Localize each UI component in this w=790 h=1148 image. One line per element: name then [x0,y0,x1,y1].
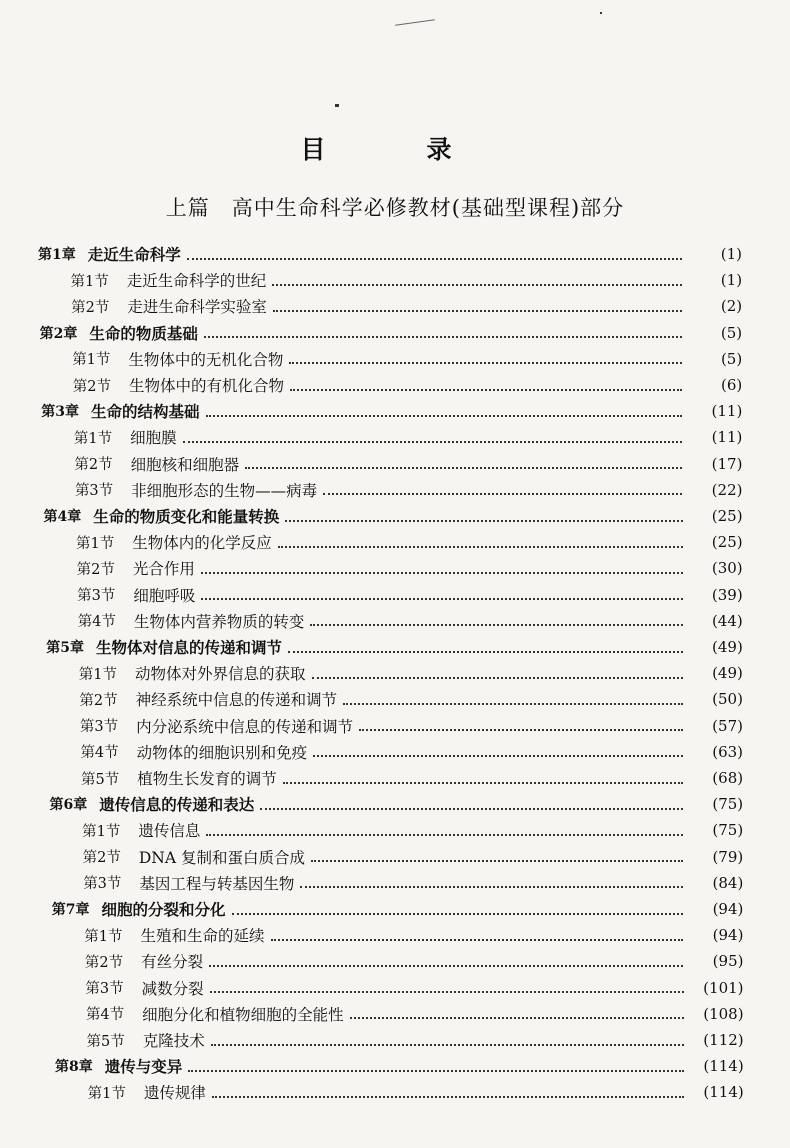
toc-entry-title: 遗传信息 [138,822,201,841]
toc-entry-title: 内分泌系统中信息的传递和调节 [136,717,354,736]
dot-leader [300,885,683,888]
toc-page-number: (39) [711,585,743,604]
toc-section-row [84,923,743,947]
toc-section-row [83,845,744,869]
toc-entry-number: 第2节 [79,692,118,709]
toc-chapter-row [46,635,743,659]
toc-chapter-row [41,399,742,423]
toc-section-row [75,478,743,502]
dot-leader [272,283,682,286]
toc-entry-title: 细胞的分裂和分化 [101,900,226,919]
toc-entry-title: 生命的物质基础 [89,323,198,343]
toc-chapter-row [55,1054,744,1078]
toc-entry-number: 第2节 [74,457,113,474]
toc-page-number: (94) [712,900,744,918]
toc-entry-number: 第4章 [43,509,82,525]
dot-leader [204,335,682,338]
toc-page-number: (84) [712,873,744,892]
dot-leader [183,440,683,443]
toc-chapter-row [38,242,742,266]
toc-page-number: (49) [712,638,743,656]
toc-page-number: (5) [720,349,743,368]
toc-entry-title: 走进生命科学实验室 [127,298,267,317]
dot-leader [273,309,682,312]
ink-speck [335,104,339,107]
dot-leader [323,492,682,495]
toc-section-row [83,871,743,895]
toc-section-row [79,661,743,685]
toc-section-row [78,609,743,633]
toc-page-number: (25) [711,507,743,525]
dot-leader [290,388,682,391]
dot-leader [350,1016,684,1019]
dot-leader [260,807,683,810]
toc-entry-title: 减数分裂 [141,979,204,998]
toc-page-number: (63) [712,742,744,761]
toc-entry-number: 第3节 [77,588,116,605]
toc-page-number: (94) [712,926,744,945]
toc-entry-number: 第2节 [76,561,115,578]
toc-page-number: (6) [721,376,743,394]
toc-page-number: (11) [711,428,743,447]
dot-leader [271,938,684,941]
toc-page-number: (79) [712,847,744,866]
toc-entry-title: 克隆技术 [142,1032,205,1050]
pen-mark [395,19,435,26]
toc-section-row [74,452,742,476]
toc-page-number: (112) [703,1031,744,1049]
toc-section-row [79,687,743,711]
page-title: 目 录 [300,135,490,164]
toc-section-row [74,425,743,449]
toc-section-row [85,976,743,1000]
toc-entry-number: 第4节 [85,1007,125,1024]
toc-section-row [72,347,742,371]
part-heading: 上篇 高中生命科学必修教材(基础型课程)部分 [165,196,625,220]
dot-leader [209,964,683,967]
toc-section-row [73,373,743,397]
toc-page-number: (5) [720,323,743,342]
toc-entry-number: 第1节 [76,535,115,552]
toc-entry-title: 非细胞形态的生物——病毒 [131,481,318,500]
dot-leader [211,1043,684,1046]
dot-leader [310,623,682,626]
toc-entry-number: 第8章 [55,1059,93,1076]
toc-entry-title: 细胞膜 [130,429,177,448]
toc-chapter-row [40,321,743,345]
toc-entry-title: 生物体中的有机化合物 [128,377,284,395]
dot-leader [187,257,682,260]
toc-entry-title: 细胞核和细胞器 [130,455,240,474]
toc-page-number: (114) [703,1057,744,1076]
dot-leader [313,754,683,757]
toc-entry-number: 第3节 [85,981,124,998]
toc-entry-title: 动物体的细胞识别和免疫 [136,743,308,762]
toc-entry-number: 第5节 [86,1033,125,1050]
toc-entry-title: 走近生命科学的世纪 [126,272,267,291]
dot-leader [283,781,683,784]
toc-entry-number: 第1节 [82,823,121,840]
toc-entry-number: 第2节 [84,954,124,971]
toc-page-number: (50) [712,690,743,709]
toc-chapter-row [50,792,744,816]
toc-section-row [76,530,743,554]
toc-page-number: (108) [703,1004,744,1023]
toc-entry-title: 光合作用 [132,560,195,579]
toc-entry-number: 第1节 [84,928,123,945]
dot-leader [289,361,682,364]
toc-entry-title: 走近生命科学 [87,245,181,264]
toc-page-number: (1) [720,245,742,263]
toc-entry-number: 第1节 [87,1085,126,1102]
toc-page-number: (22) [711,480,743,499]
toc-entry-number: 第1节 [70,273,109,290]
toc-chapter-row [44,504,743,528]
dot-leader [285,519,682,522]
toc-entry-number: 第5章 [46,640,84,656]
toc-page-number: (49) [712,664,743,683]
toc-section-row [71,268,743,292]
toc-section-row [85,949,744,973]
toc-entry-number: 第4节 [80,745,119,762]
toc-entry-title: 生物体对信息的传递和调节 [96,638,283,657]
toc-entry-title: 动物体对外界信息的获取 [135,665,306,684]
toc-page-number: (75) [712,795,744,814]
dot-leader [206,414,683,417]
toc-entry-title: 生命的物质变化和能量转换 [93,507,280,526]
toc-entry-title: 基因工程与转基因生物 [139,874,295,893]
toc-page-number: (25) [711,533,743,552]
toc-page-number: (1) [720,271,743,290]
dot-leader [188,1069,683,1072]
toc-page-number: (68) [712,769,744,787]
toc-section-row [80,740,743,764]
toc-section-row [86,1002,744,1026]
toc-entry-number: 第3节 [79,719,119,736]
toc-entry-title: 遗传规律 [143,1084,206,1103]
toc-entry-title: 遗传信息的传递和表达 [99,795,255,815]
toc-entry-number: 第2章 [39,325,78,342]
dot-leader [343,702,683,705]
toc-page-number: (101) [703,978,744,997]
toc-entry-number: 第3节 [83,876,122,893]
toc-entry-number: 第1节 [72,352,111,369]
toc-entry-title: 细胞呼吸 [133,586,196,605]
toc-page-number: (17) [711,454,743,473]
dot-leader [201,571,683,574]
toc-entry-title: 生命的结构基础 [91,402,200,422]
toc-entry-number: 第1节 [78,666,118,683]
ink-speck [600,12,602,14]
toc-page-number: (57) [712,716,743,735]
toc-page-number: (2) [720,297,743,316]
toc-entry-number: 第4节 [77,614,116,631]
toc-entry-number: 第2节 [72,378,111,395]
toc-entry-title: 有丝分裂 [141,953,204,972]
toc-section-row [81,766,743,790]
toc-entry-number: 第1节 [73,430,113,447]
toc-entry-title: 生物体内的化学反应 [132,534,272,553]
toc-entry-number: 第1章 [38,247,76,263]
dot-leader [278,545,683,548]
toc-page-number: (11) [711,402,743,421]
show-through-text [540,70,787,89]
toc-section-row [71,294,742,318]
toc-chapter-row [52,897,744,921]
dot-leader [312,676,683,679]
toc-entry-number: 第2节 [82,850,121,867]
dot-leader [288,650,683,653]
toc-entry-title: 遗传与变异 [104,1057,183,1077]
toc-entry-title: 细胞分化和植物细胞的全能性 [142,1005,344,1024]
toc-entry-number: 第3节 [74,483,114,500]
dot-leader [232,912,684,915]
toc-section-row [80,714,743,738]
dot-leader [206,833,683,836]
toc-page-number: (44) [711,611,743,630]
toc-entry-title: 植物生长发育的调节 [137,770,277,788]
toc-section-row [77,583,743,607]
toc-page-number: (75) [712,821,744,840]
dot-leader [245,466,682,469]
toc-entry-title: 生殖和生命的延续 [140,927,265,946]
toc-entry-title: 生物体内营养物质的转变 [133,612,305,631]
dot-leader [201,597,682,600]
toc-entry-number: 第5节 [81,771,120,788]
dot-leader [359,728,683,731]
toc-section-row [82,818,743,842]
toc-section-row [88,1080,744,1104]
dot-leader [210,990,684,993]
toc-page-number: (95) [712,952,744,971]
toc-entry-title: 神经系统中信息的传递和调节 [135,691,338,710]
toc-entry-title: 生物体中的无机化合物 [128,350,284,369]
dot-leader [212,1095,684,1098]
dot-leader [311,859,683,862]
toc-entry-number: 第7章 [51,902,90,918]
toc-page-number: (114) [703,1083,744,1102]
toc-entry-number: 第2节 [71,299,110,316]
toc-entry-number: 第3章 [41,404,80,421]
toc-page-number: (30) [711,559,743,578]
toc-section-row [87,1028,744,1052]
toc-entry-title: DNA 复制和蛋白质合成 [138,848,305,867]
toc-entry-number: 第6章 [49,797,88,814]
toc-section-row [77,556,743,580]
